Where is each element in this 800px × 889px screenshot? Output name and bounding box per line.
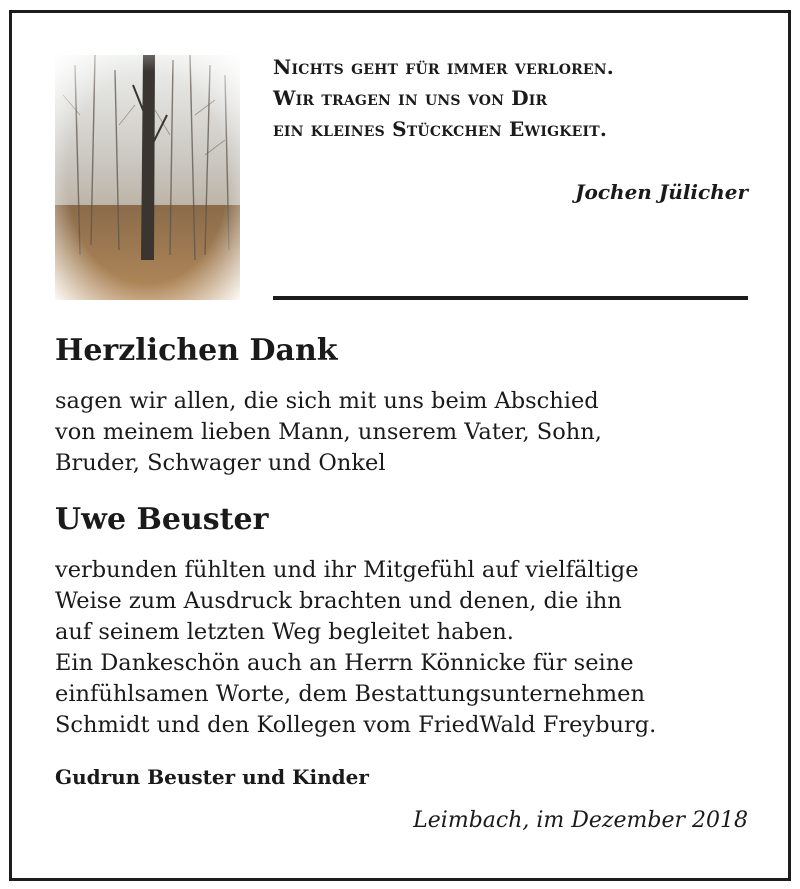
- paragraph-line: auf seinem letzten Weg begleitet haben.: [55, 619, 514, 645]
- paragraph-line: sagen wir allen, die sich mit uns beim Abschied: [55, 388, 599, 414]
- paragraph-line: Bruder, Schwager und Onkel: [55, 450, 386, 476]
- quote-block: [273, 52, 753, 145]
- quote-line: Nichts geht für immer verloren.: [273, 55, 614, 79]
- quote-line: Wir tragen in uns von Dir: [273, 86, 548, 110]
- thanks-paragraph: [55, 386, 602, 479]
- paragraph-line: verbunden fühlten und ihr Mitgefühl auf vielfältige: [55, 557, 639, 583]
- deceased-name: Uwe Beuster: [55, 502, 269, 537]
- paragraph-line: Schmidt und den Kollegen vom FriedWald Freyburg.: [55, 712, 657, 738]
- paragraph-line: von meinem lieben Mann, unserem Vater, Sohn,: [55, 419, 602, 445]
- forest-photo: [55, 55, 240, 300]
- divider-line: [273, 296, 748, 300]
- paragraph-line: Ein Dankeschön auch an Herrn Könnicke für seine: [55, 650, 634, 676]
- paragraph-line: einfühlsamen Worte, dem Bestattungsunternehmen: [55, 681, 645, 707]
- signature: Gudrun Beuster und Kinder: [55, 765, 369, 789]
- details-paragraph: [55, 555, 656, 741]
- place-date: Leimbach, im Dezember 2018: [413, 808, 748, 833]
- paragraph-line: Weise zum Ausdruck brachten und denen, die ihn: [55, 588, 622, 614]
- quote-line: ein kleines Stückchen Ewigkeit.: [273, 117, 607, 141]
- quote-author: Jochen Jülicher: [575, 180, 748, 204]
- thanks-heading: Herzlichen Dank: [55, 333, 338, 368]
